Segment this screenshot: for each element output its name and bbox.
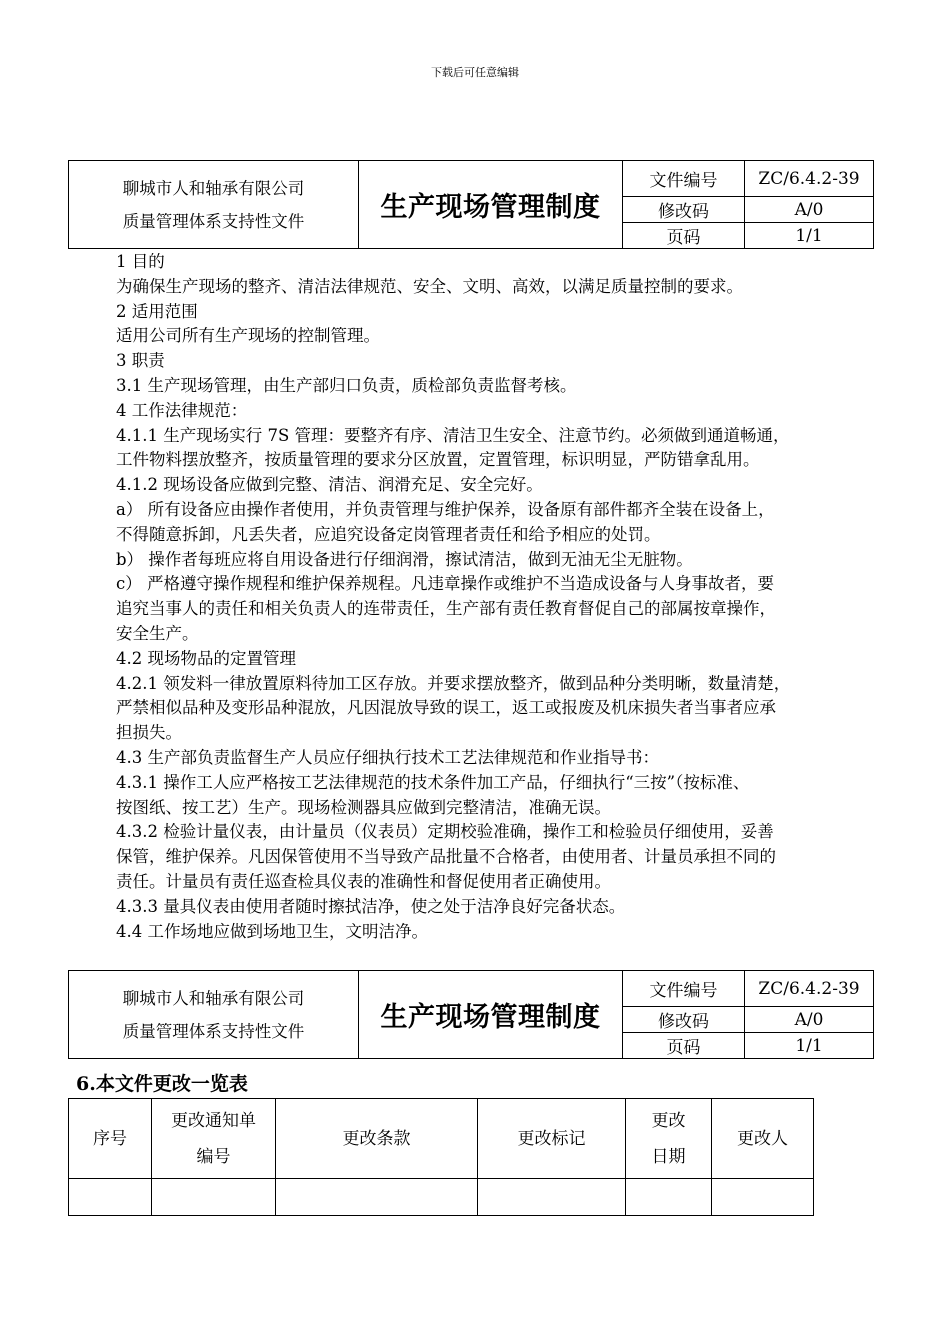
revision-value: A/0 [745, 1007, 874, 1033]
page-label: 页码 [623, 1033, 745, 1059]
heading-supervision: 4.3 生产部负责监督生产人员应仔细执行技术工艺法律规范和作业指导书： [116, 747, 659, 767]
table-cell [478, 1179, 626, 1216]
heading-work-rules: 4 工作法律规范： [116, 400, 248, 420]
company-name: 聊城市人和轴承有限公司 [122, 178, 305, 198]
body-line: 4.2.1 领发料一律放置原料待加工区存放。并要求摆放整齐，做到品种分类明晰，数量清楚， [116, 673, 791, 693]
heading-item-placement: 4.2 现场物品的定置管理 [116, 648, 296, 668]
table-cell [712, 1179, 814, 1216]
section6-title: 6.本文件更改一览表 [76, 1073, 248, 1095]
body-line: 追究当事人的责任和相关负责人的连带责任，生产部有责任教育督促自己的部属按章操作， [116, 599, 776, 619]
heading-responsibility: 3 职责 [116, 351, 165, 371]
file-number-value: ZC/6.4.2-39 [745, 971, 874, 1007]
body-line: 适用公司所有生产现场的控制管理。 [116, 326, 380, 346]
company-name: 聊城市人和轴承有限公司 [122, 988, 305, 1008]
document-title: 生产现场管理制度 [359, 971, 623, 1059]
header-clause: 更改条款 [276, 1099, 478, 1179]
file-number-label: 文件编号 [623, 161, 745, 197]
page-value: 1/1 [745, 223, 874, 249]
document-header-table-2 [68, 970, 874, 1059]
header-date-line1: 更改 [651, 1110, 686, 1131]
body-line: 4.3.2 检验计量仪表，由计量员（仪表员）定期校验准确，操作工和检验员仔细使用，妥善 [116, 822, 774, 842]
body-line: 工件物料摆放整齐，按质量管理的要求分区放置，定置管理，标识明显，严防错拿乱用。 [116, 450, 760, 470]
header-mark: 更改标记 [478, 1099, 626, 1179]
header-notice-line2: 编号 [196, 1146, 231, 1167]
top-note: 下载后可任意编辑 [431, 66, 519, 79]
system-doc-name: 质量管理体系支持性文件 [122, 1021, 305, 1041]
company-cell [69, 971, 359, 1059]
body-line: 安全生产。 [116, 623, 199, 643]
table-cell [276, 1179, 478, 1216]
body-line: 为确保生产现场的整齐、清洁法律规范、安全、文明、高效，以满足质量控制的要求。 [116, 276, 743, 296]
header-notice-line1: 更改通知单 [171, 1110, 256, 1131]
header-seq: 序号 [69, 1099, 152, 1179]
document-header-table [68, 160, 874, 249]
heading-purpose: 1 目的 [116, 252, 165, 271]
body-line: 4.4 工作场地应做到场地卫生，文明洁净。 [116, 921, 428, 941]
body-line: 3.1 生产现场管理，由生产部归口负责，质检部负责监督考核。 [116, 375, 577, 395]
body-line: 责任。计量员有责任巡查检具仪表的准确性和督促使用者正确使用。 [116, 871, 611, 891]
header-date [626, 1099, 712, 1179]
document-title: 生产现场管理制度 [359, 161, 623, 249]
table-cell [69, 1179, 152, 1216]
body-line: 担损失。 [116, 723, 182, 743]
table-cell [626, 1179, 712, 1216]
change-log-table [68, 1098, 814, 1216]
revision-label: 修改码 [623, 197, 745, 223]
body-line: a） 所有设备应由操作者使用，并负责管理与维护保养，设备原有部件都齐全装在设备上， [116, 499, 775, 519]
header-notice-no [152, 1099, 276, 1179]
revision-label: 修改码 [623, 1007, 745, 1033]
company-cell [69, 161, 359, 249]
body-line: 严禁相似品种及变形品种混放，凡因混放导致的误工，返工或报废及机床损失者当事者应承 [116, 698, 776, 718]
body-line: 不得随意拆卸，凡丢失者，应追究设备定岗管理者责任和给予相应的处罚。 [116, 524, 661, 544]
system-doc-name: 质量管理体系支持性文件 [122, 211, 305, 231]
document-body [116, 250, 896, 944]
body-line: 按图纸、按工艺）生产。现场检测器具应做到完整清洁，准确无误。 [116, 797, 611, 817]
body-line: c） 严格遵守操作规程和维护保养规程。凡违章操作或维护不当造成设备与人身事故者，要 [116, 574, 774, 594]
page-value: 1/1 [745, 1033, 874, 1059]
body-line: 4.1.1 生产现场实行 7S 管理：要整齐有序、清洁卫生安全、注意节约。必须做到通道畅通， [116, 425, 790, 445]
change-log-header-row [69, 1099, 814, 1179]
heading-scope: 2 适用范围 [116, 301, 198, 321]
body-line: 4.3.3 量具仪表由使用者随时擦拭洁净，使之处于洁净良好完备状态。 [116, 896, 626, 916]
body-line: 保管，维护保养。凡因保管使用不当导致产品批量不合格者，由使用者、计量员承担不同的 [116, 847, 776, 867]
revision-value: A/0 [745, 197, 874, 223]
header-person: 更改人 [712, 1099, 814, 1179]
body-line: b） 操作者每班应将自用设备进行仔细润滑，擦试清洁，做到无油无尘无脏物。 [116, 549, 693, 569]
body-line: 4.3.1 操作工人应严格按工艺法律规范的技术条件加工产品，仔细执行“三按”（按标准、 [116, 772, 750, 792]
body-line: 4.1.2 现场设备应做到完整、清洁、润滑充足、安全完好。 [116, 475, 543, 495]
file-number-value: ZC/6.4.2-39 [745, 161, 874, 197]
file-number-label: 文件编号 [623, 971, 745, 1007]
change-log-empty-row [69, 1179, 814, 1216]
header-date-line2: 日期 [651, 1146, 686, 1167]
table-cell [152, 1179, 276, 1216]
page-label: 页码 [623, 223, 745, 249]
